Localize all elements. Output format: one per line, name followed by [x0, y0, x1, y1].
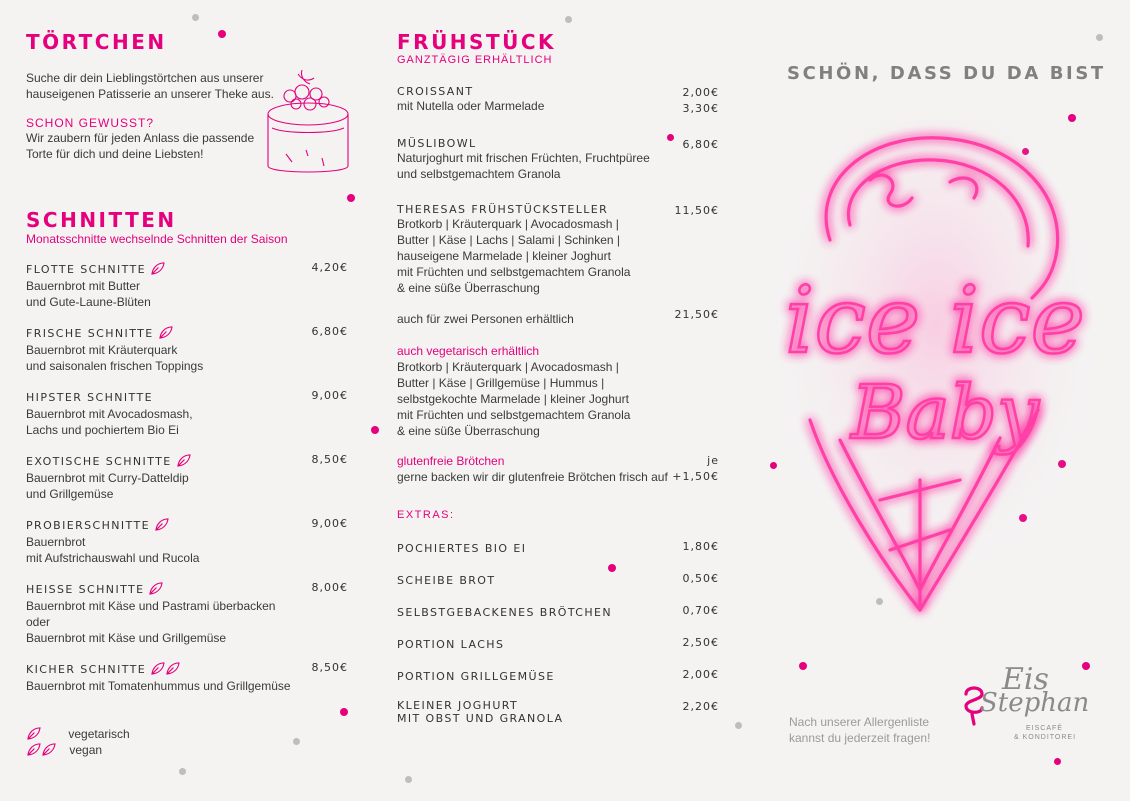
- extra-name: MIT OBST UND GRANOLA: [397, 712, 564, 725]
- schon-gewusst-heading: SCHON GEWUSST?: [26, 116, 155, 130]
- decor-dot: [1054, 758, 1061, 765]
- menu-item: [26, 660, 348, 720]
- schnitten-subtitle: Monatsschnitte wechselnde Schnitten der Saison: [26, 232, 288, 246]
- item-price: 8,00€: [311, 581, 348, 594]
- extra-item: [397, 539, 719, 571]
- logo-word-eis: Eis: [1002, 662, 1049, 697]
- extra-price: 2,50€: [682, 636, 719, 649]
- tagline: SCHÖN, DASS DU DA BIST: [787, 63, 1106, 84]
- item-name: FLOTTE SCHNITTE: [26, 263, 147, 276]
- tortchen-text-line: Suche dir dein Lieblingstörtchen aus unserer: [26, 71, 264, 85]
- item-price: 4,20€: [311, 261, 348, 274]
- legend: [26, 726, 348, 758]
- gluten-label: glutenfreie Brötchen: [397, 454, 505, 468]
- decor-dot: [347, 194, 355, 202]
- item-name: PROBIERSCHNITTE: [26, 519, 150, 532]
- vegetarian-leaf-icon: [26, 727, 41, 740]
- menu-item: [26, 260, 348, 324]
- allergen-note: [789, 714, 930, 746]
- item-desc: Bauernbrot mit Avocadosmash,: [26, 407, 193, 421]
- extra-price: 0,70€: [682, 604, 719, 617]
- extra-name: SCHEIBE BROT: [397, 574, 496, 587]
- vegetarian-leaf-icon: [158, 326, 173, 339]
- price-line: 2,00€: [682, 86, 719, 99]
- item-name: CROISSANT: [397, 85, 474, 98]
- menu-item: [397, 85, 719, 137]
- menu-item: [26, 452, 348, 516]
- item-desc: Brotkorb | Kräuterquark | Avocadosmash |: [397, 217, 619, 231]
- vegetarian-leaf-icon: [150, 262, 165, 275]
- extra-price: 2,20€: [682, 700, 719, 713]
- legend-vegetarian: [26, 726, 348, 742]
- menu-item: [397, 343, 719, 439]
- fruehstueck-subtitle: GANZTÄGIG ERHÄLTLICH: [397, 54, 553, 66]
- column-left: [26, 30, 348, 758]
- item-price: 9,00€: [311, 389, 348, 402]
- item-desc: und Gute-Laune-Blüten: [26, 295, 151, 309]
- vegan-leaf-icon: [41, 743, 56, 756]
- extra-name: PORTION GRILLGEMÜSE: [397, 670, 555, 683]
- item-desc: und saisonalen frischen Toppings: [26, 359, 204, 373]
- item-name: EXOTISCHE SCHNITTE: [26, 455, 172, 468]
- decor-dot: [735, 722, 742, 729]
- price-line: +1,50€: [672, 470, 719, 483]
- item-desc: Brotkorb | Kräuterquark | Avocadosmash |: [397, 360, 619, 374]
- decor-dot: [799, 662, 807, 670]
- extra-price: 0,50€: [682, 572, 719, 585]
- item-desc: Bauernbrot: [26, 535, 86, 549]
- menu-item: [397, 137, 719, 203]
- item-name: FRISCHE SCHNITTE: [26, 327, 154, 340]
- decor-dot: [565, 16, 572, 23]
- item-desc: Naturjoghurt mit frischen Früchten, Fruchtpüree: [397, 151, 650, 165]
- menu-item: [26, 388, 348, 452]
- extras-heading: EXTRAS:: [397, 509, 455, 521]
- item-price: [672, 453, 719, 485]
- item-desc: mit Nutella oder Marmelade: [397, 99, 545, 113]
- item-price: 8,50€: [311, 661, 348, 674]
- extra-name: SELBSTGEBACKENES BRÖTCHEN: [397, 606, 613, 619]
- item-desc: Butter | Käse | Lachs | Salami | Schinken |: [397, 233, 621, 247]
- item-desc: und selbstgemachtem Granola: [397, 167, 561, 181]
- menu-item: [26, 516, 348, 580]
- menu-item: [397, 308, 719, 343]
- schon-text-line: Torte für dich und deine Liebsten!: [26, 147, 204, 161]
- tortchen-heading: TÖRTCHEN: [26, 30, 167, 54]
- schon-text-line: Wir zaubern für jeden Anlass die passende: [26, 131, 255, 145]
- schnitten-list: [26, 260, 348, 720]
- item-name: MÜSLIBOWL: [397, 137, 477, 150]
- allergen-line: Nach unserer Allergenliste: [789, 715, 930, 729]
- item-desc: Bauernbrot mit Käse und Pastrami überbacken: [26, 599, 276, 613]
- veg-label: auch vegetarisch erhältlich: [397, 344, 540, 358]
- item-desc: oder: [26, 615, 51, 629]
- extra-name: POCHIERTES BIO EI: [397, 542, 527, 555]
- column-middle: [397, 30, 719, 731]
- extra-price: 1,80€: [682, 540, 719, 553]
- extra-item: [397, 699, 719, 731]
- item-desc: Butter | Käse | Grillgemüse | Hummus |: [397, 376, 605, 390]
- item-desc: & eine süße Überraschung: [397, 281, 540, 295]
- item-desc: mit Aufstrichauswahl und Rucola: [26, 551, 200, 565]
- vegan-leaf-icon: [150, 662, 165, 675]
- item-price: 6,80€: [311, 325, 348, 338]
- item-name: KICHER SCHNITTE: [26, 663, 147, 676]
- legend-label: vegan: [69, 743, 103, 757]
- item-desc: Bauernbrot mit Curry-Datteldip: [26, 471, 189, 485]
- decor-dot: [371, 426, 379, 434]
- neon-text-baby: Baby: [851, 370, 1039, 456]
- vegetarian-leaf-icon: [176, 454, 191, 467]
- extra-item: [397, 603, 719, 635]
- vegetarian-leaf-icon: [154, 518, 169, 531]
- item-desc: Bauernbrot mit Käse und Grillgemüse: [26, 631, 227, 645]
- item-desc: Bauernbrot mit Tomatenhummus und Grillgemüse: [26, 679, 291, 693]
- menu-item: [26, 324, 348, 388]
- extra-item: [397, 667, 719, 699]
- legend-vegan: [26, 742, 348, 758]
- neon-ice-cream-cone: [770, 120, 1100, 630]
- fruehstueck-heading: FRÜHSTÜCK: [397, 30, 557, 54]
- vegan-leaf-icon: [26, 743, 41, 756]
- item-name: HIPSTER SCHNITTE: [26, 391, 153, 404]
- item-desc: Bauernbrot mit Butter: [26, 279, 141, 293]
- cake-illustration: [262, 66, 354, 184]
- extra-name: KLEINER JOGHURT: [397, 699, 519, 712]
- item-name: THERESAS FRÜHSTÜCKSTELLER: [397, 203, 609, 216]
- item-name: HEISSE SCHNITTE: [26, 583, 145, 596]
- item-desc: Lachs und pochiertem Bio Ei: [26, 423, 179, 437]
- item-desc: auch für zwei Personen erhältlich: [397, 312, 574, 326]
- decor-dot: [179, 768, 186, 775]
- extra-price: 2,00€: [682, 668, 719, 681]
- item-price: 11,50€: [674, 204, 719, 217]
- schnitten-heading: SCHNITTEN: [26, 208, 177, 232]
- item-desc: und Grillgemüse: [26, 487, 114, 501]
- item-desc: gerne backen wir dir glutenfreie Brötchen frisch auf: [397, 470, 668, 484]
- item-desc: mit Früchten und selbstgemachtem Granola: [397, 265, 631, 279]
- decor-dot: [405, 776, 412, 783]
- vegan-leaf-icon: [165, 662, 180, 675]
- item-desc: mit Früchten und selbstgemachtem Granola: [397, 408, 631, 422]
- price-line: 3,30€: [682, 102, 719, 115]
- item-price: 21,50€: [674, 308, 719, 321]
- extra-item: [397, 571, 719, 603]
- item-price: 6,80€: [682, 138, 719, 151]
- item-desc: selbstgekochte Marmelade | kleiner Joghurt: [397, 392, 629, 406]
- eis-stephan-logo: [962, 662, 1092, 752]
- menu-item: [397, 453, 719, 509]
- neon-text-ice: ice ice: [784, 267, 1086, 374]
- legend-label: vegetarisch: [68, 727, 130, 741]
- item-price: [683, 85, 720, 117]
- extra-name: PORTION LACHS: [397, 638, 505, 651]
- item-desc: Bauernbrot mit Kräuterquark: [26, 343, 178, 357]
- extras-list: [397, 539, 719, 731]
- allergen-line: kannst du jederzeit fragen!: [789, 731, 931, 745]
- logo-sub-eiscafe: EISCAFÉ: [1026, 725, 1063, 732]
- extra-item: [397, 635, 719, 667]
- price-line: je: [707, 454, 719, 467]
- menu-item: [26, 580, 348, 660]
- menu-item: [397, 203, 719, 296]
- item-price: 9,00€: [311, 517, 348, 530]
- vegetarian-leaf-icon: [148, 582, 163, 595]
- item-desc: & eine süße Überraschung: [397, 424, 540, 438]
- decor-dot: [192, 14, 199, 21]
- logo-word-stephan: Stephan: [980, 688, 1090, 718]
- item-price: 8,50€: [311, 453, 348, 466]
- logo-sub-konditorei: & KONDITOREI: [1014, 734, 1077, 741]
- tortchen-text-line: hauseigenen Patisserie an unserer Theke aus.: [26, 87, 274, 101]
- decor-dot: [1096, 34, 1103, 41]
- item-desc: hauseigene Marmelade | kleiner Joghurt: [397, 249, 611, 263]
